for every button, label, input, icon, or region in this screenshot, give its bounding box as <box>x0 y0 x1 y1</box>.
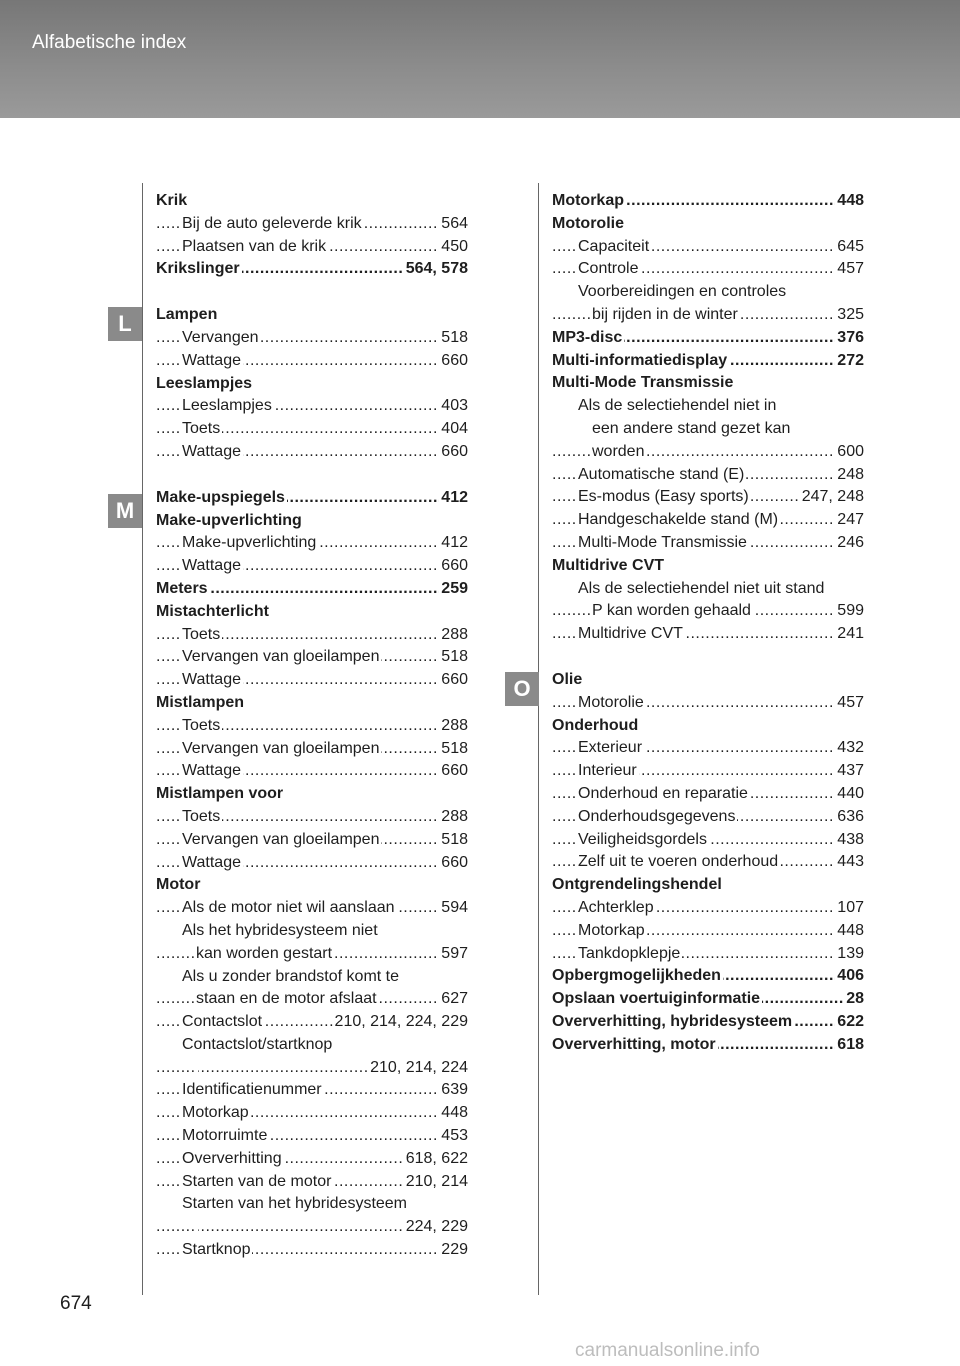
index-subentry: Tankdopklepje 139 ..... <box>552 943 864 966</box>
index-entry: Motorkap 448 ..... <box>552 190 864 213</box>
index-subentry: Zelf uit te voeren onderhoud 443 ..... <box>552 851 864 874</box>
index-subentry: Contactslot 210, 214, 224, 229 ..... <box>156 1011 468 1034</box>
index-subentry: Wattage 660 ..... <box>156 760 468 783</box>
index-entry: Make-upspiegels 412 ..... <box>156 487 468 510</box>
index-entry: Oververhitting, hybridesysteem 622 ..... <box>552 1011 864 1034</box>
index-subentry: Interieur 437 ..... <box>552 760 864 783</box>
index-subentry: 210, 214, 224 ..... <box>156 1057 468 1080</box>
column-divider-right <box>538 183 539 1295</box>
index-subentry: Vervangen van gloeilampen 518 ..... <box>156 829 468 852</box>
index-entry-heading: Leeslampjes <box>156 374 253 392</box>
index-subentry: Wattage 660 ..... <box>156 852 468 875</box>
index-subentry: Startknop 229 ..... <box>156 1239 468 1262</box>
index-subentry: Vervangen van gloeilampen 518 ..... <box>156 738 468 761</box>
index-entry-heading: Multi-Mode Transmissie <box>552 374 734 392</box>
index-subentry: Automatische stand (E) 248 ..... <box>552 464 864 487</box>
index-subentry: Wattage 660 ..... <box>156 555 468 578</box>
index-subentry: Plaatsen van de krik 450 ..... <box>156 236 468 259</box>
page-number: 674 <box>60 1293 92 1314</box>
index-subentry: Bij de auto geleverde krik 564 ..... <box>156 213 468 236</box>
index-subentry: Make-upverlichting 412 ..... <box>156 532 468 555</box>
index-subentry: Veiligheidsgordels 438 ..... <box>552 829 864 852</box>
index-subentry: Identificatienummer 639 ..... <box>156 1079 468 1102</box>
index-entry-heading: Krik <box>156 192 188 209</box>
index-subentry: Multi-Mode Transmissie 246 ..... <box>552 532 864 555</box>
section-tab-o: O <box>505 672 539 706</box>
index-entry: Opslaan voertuiginformatie 28 ..... <box>552 988 864 1011</box>
index-subentry-wrap: een andere stand gezet kan <box>592 419 791 437</box>
index-subentry: Vervangen van gloeilampen 518 ..... <box>156 646 468 669</box>
index-subentry: Toets 288 ..... <box>156 624 468 647</box>
index-subentry: Multidrive CVT 241 ..... <box>552 623 864 646</box>
index-subentry-wrap: Starten van het hybridesysteem <box>182 1195 408 1213</box>
index-subentry: staan en de motor afslaat 627 ..... <box>156 988 468 1011</box>
index-subentry: Motorkap 448 ..... <box>156 1102 468 1125</box>
watermark: carmanualsonline.info <box>575 1340 760 1361</box>
index-subentry: Als de motor niet wil aanslaan 594 ..... <box>156 897 468 920</box>
index-entry-heading: Ontgrendelingshendel <box>552 876 722 894</box>
index-subentry: Oververhitting 618, 622 ..... <box>156 1148 468 1171</box>
index-subentry: Motorolie 457 ..... <box>552 692 864 715</box>
index-subentry-wrap: Contactslot/startknop <box>182 1035 333 1053</box>
index-subentry: Onderhoudsgegevens 636 ..... <box>552 806 864 829</box>
index-entry-heading: Olie <box>552 670 583 688</box>
index-subentry-wrap: Als de selectiehendel niet uit stand <box>578 579 825 597</box>
index-entry: Opbergmogelijkheden 406 ..... <box>552 965 864 988</box>
index-column-right <box>552 190 864 1056</box>
index-entry-heading: Multidrive CVT <box>552 556 665 574</box>
index-entry: Krikslinger 564, 578 ..... <box>156 258 468 281</box>
index-subentry: Starten van de motor 210, 214 ..... <box>156 1171 468 1194</box>
index-entry-heading: Mistlampen <box>156 693 245 711</box>
index-subentry: Wattage 660 ..... <box>156 441 468 464</box>
index-subentry-wrap: Voorbereidingen en controles <box>578 283 787 301</box>
index-entry-heading: Onderhoud <box>552 716 639 734</box>
index-entry: Oververhitting, motor 618 ..... <box>552 1034 864 1057</box>
index-entry-heading: Mistachterlicht <box>156 602 269 620</box>
index-entry: Multi-informatiedisplay 272 ..... <box>552 350 864 373</box>
index-subentry: Toets 288 ..... <box>156 715 468 738</box>
index-subentry: Achterklep 107 ..... <box>552 897 864 920</box>
index-entry-heading: Motor <box>156 876 201 894</box>
index-subentry: Motorkap 448 ..... <box>552 920 864 943</box>
index-subentry: Toets 288 ..... <box>156 806 468 829</box>
index-subentry: Onderhoud en reparatie 440 ..... <box>552 783 864 806</box>
section-tab-m: M <box>108 494 142 528</box>
index-subentry: bij rijden in de winter 325 ..... <box>552 304 864 327</box>
index-subentry: P kan worden gehaald 599 ..... <box>552 600 864 623</box>
index-entry-heading: Motorolie <box>552 214 624 232</box>
page-title: Alfabetische index <box>32 32 187 53</box>
index-subentry: Handgeschakelde stand (M) 247 ..... <box>552 509 864 532</box>
index-subentry: Es-modus (Easy sports) 247, 248 ..... <box>552 486 864 509</box>
index-subentry: worden 600 ..... <box>552 441 864 464</box>
index-subentry: Wattage 660 ..... <box>156 669 468 692</box>
page-header <box>0 0 960 118</box>
column-divider-left <box>142 183 143 1295</box>
index-subentry: Exterieur 432 ..... <box>552 737 864 760</box>
index-subentry: Capaciteit 645 ..... <box>552 236 864 259</box>
index-subentry: Motorruimte 453 ..... <box>156 1125 468 1148</box>
index-subentry: Wattage 660 ..... <box>156 350 468 373</box>
index-column-left <box>156 190 468 1262</box>
section-tab-l: L <box>108 307 142 341</box>
index-subentry-wrap: Als het hybridesysteem niet <box>182 921 378 939</box>
index-subentry: 224, 229 ..... <box>156 1216 468 1239</box>
index-subentry-wrap: Als de selectiehendel niet in <box>578 397 777 415</box>
index-entry-heading: Lampen <box>156 306 218 324</box>
index-subentry: Leeslampjes 403 ..... <box>156 395 468 418</box>
index-subentry-wrap: Als u zonder brandstof komt te <box>182 967 399 985</box>
index-entry: MP3-disc 376 ..... <box>552 327 864 350</box>
index-entry-heading: Mistlampen voor <box>156 785 284 803</box>
index-subentry: Toets 404 ..... <box>156 418 468 441</box>
index-subentry: Controle 457 ..... <box>552 258 864 281</box>
index-entry: Meters 259 ..... <box>156 578 468 601</box>
index-subentry: Vervangen 518 ..... <box>156 327 468 350</box>
index-subentry: kan worden gestart 597 ..... <box>156 943 468 966</box>
index-entry-heading: Make-upverlichting <box>156 511 302 529</box>
